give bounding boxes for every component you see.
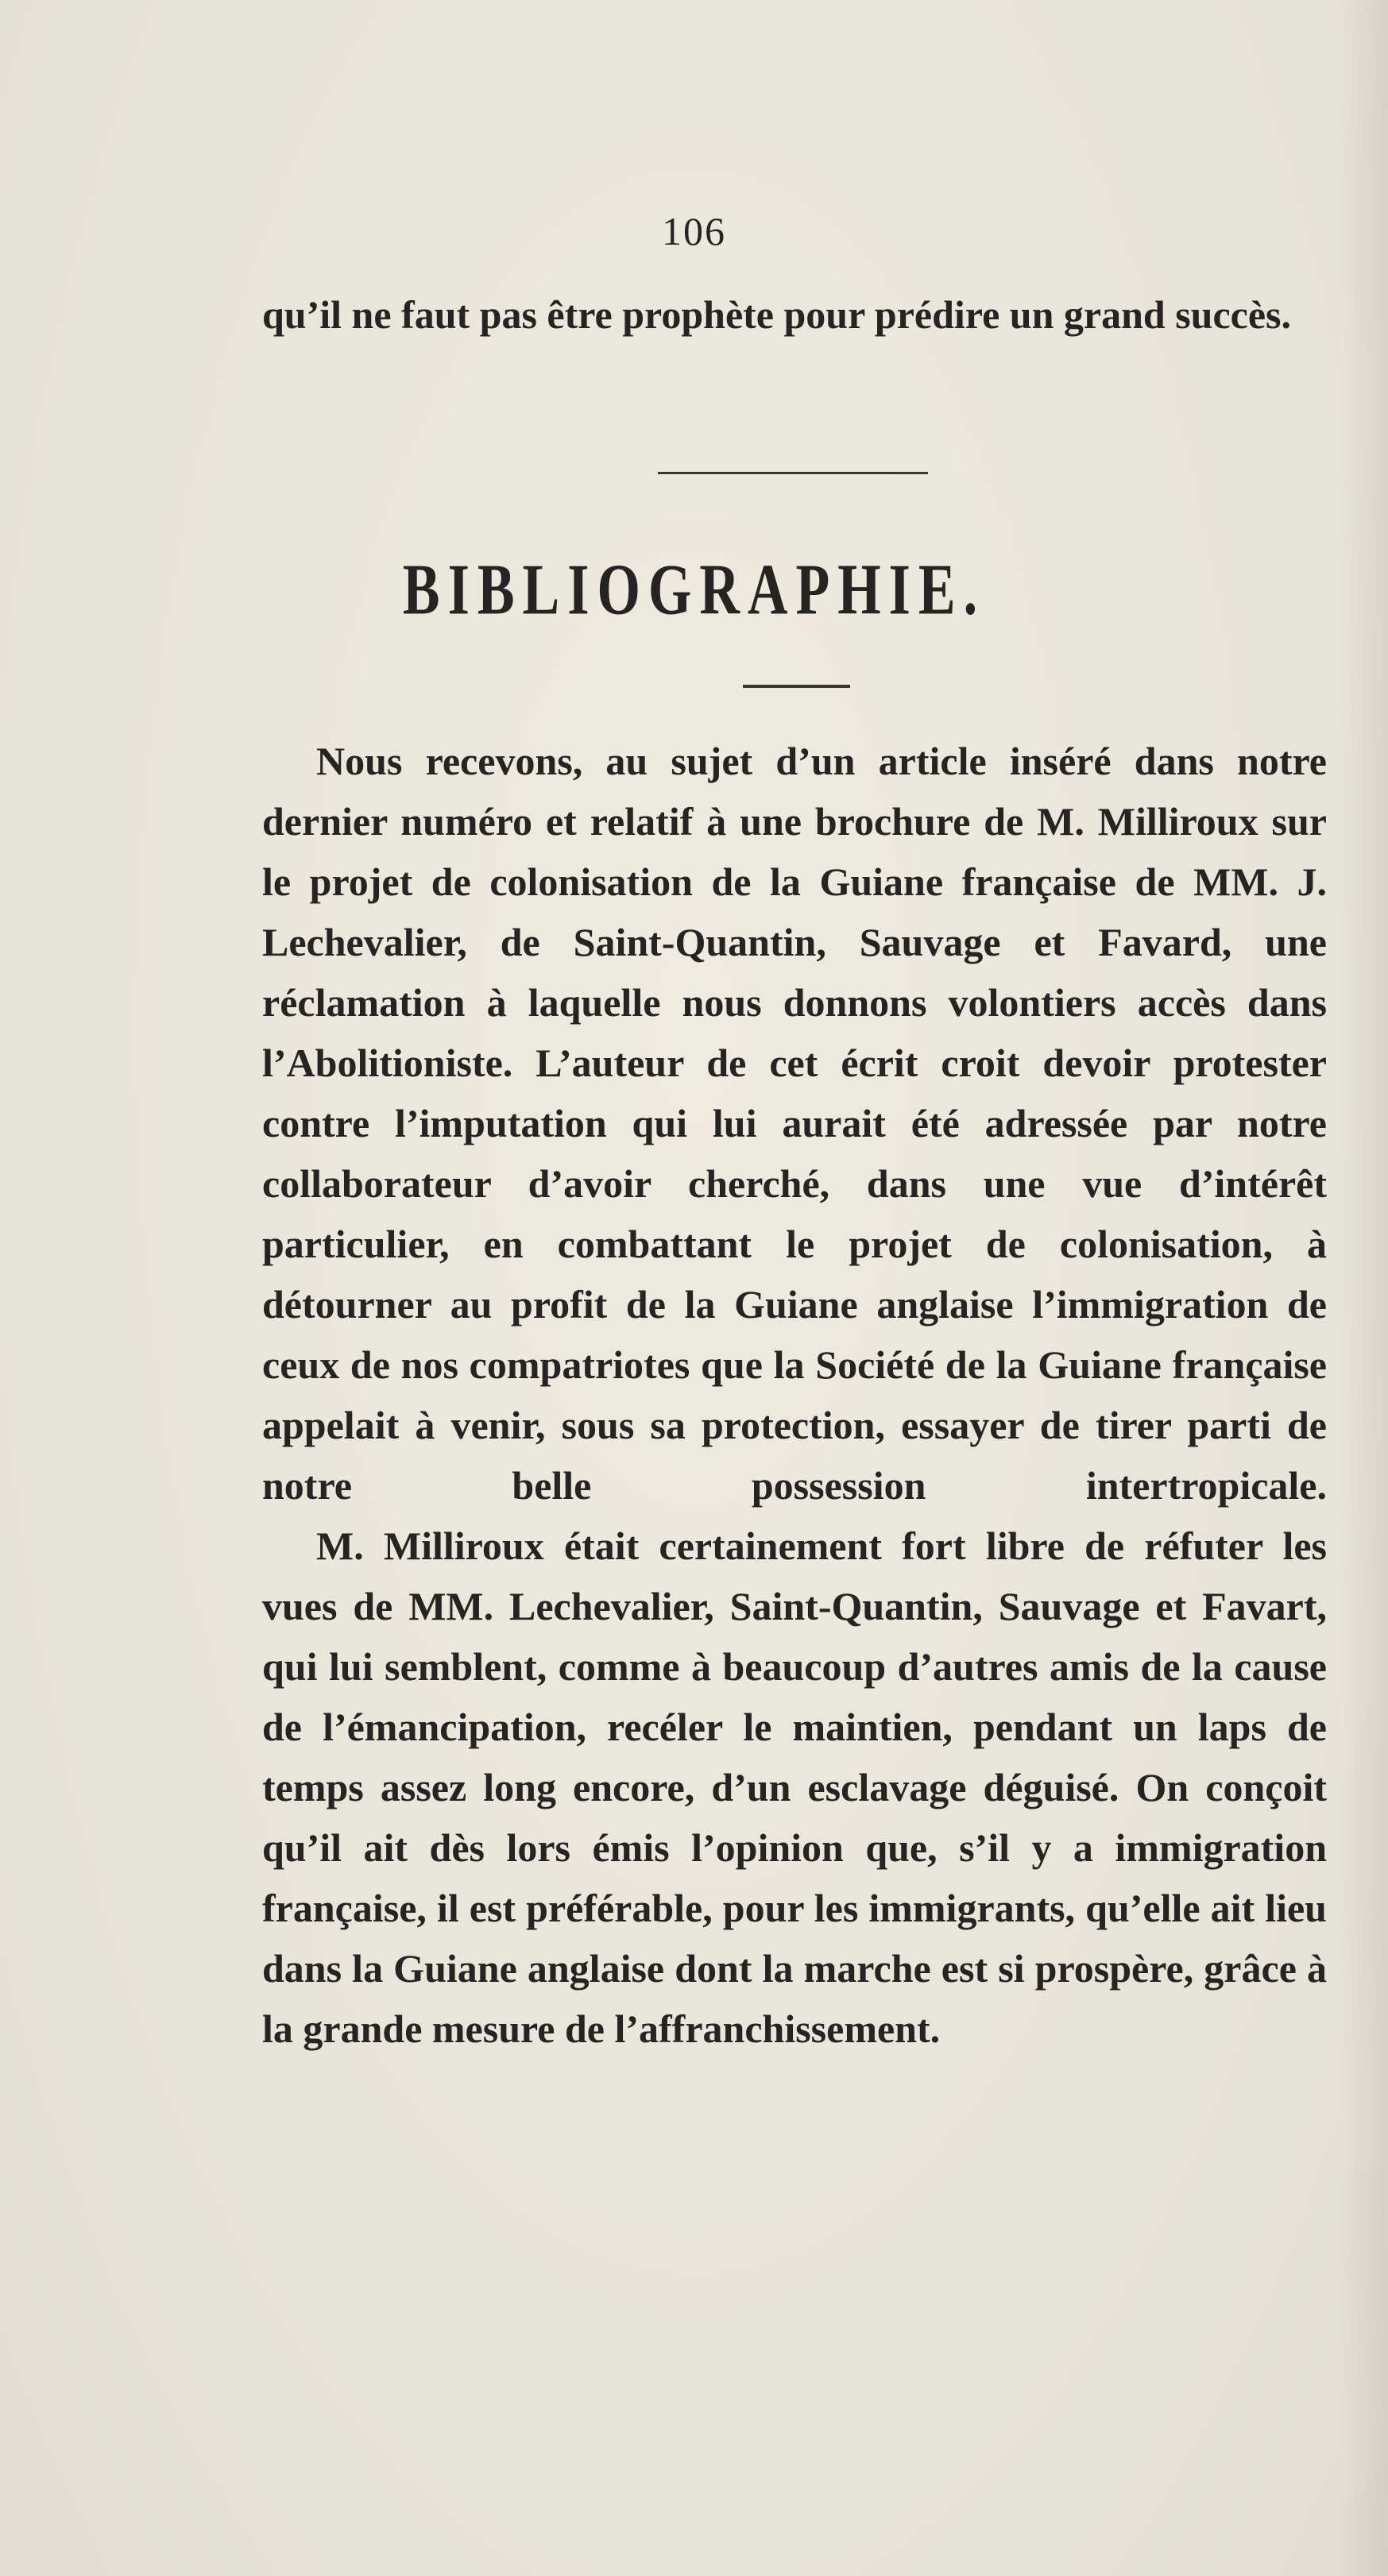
paragraph: Nous recevons, au sujet d’un article inséré dans notre dernier numéro et relatif à une brochure de M. Milliroux sur le projet de colonisation de la Guiane française de MM. J. Lechevalier, de Saint-Quantin, Sauvage et Favard, une réclamation à laquelle nous donnons volontiers accès dans l’Abolitioniste. L’auteur de cet écrit croit devoir protester contre l’imputation qui lui aurait été adressée par notre collaborateur d’avoir cherché, dans une vue d’intérêt particulier, en combattant le projet de colonisation, à détourner au profit de la Guiane anglaise l’immigration de ceux de nos compatriotes que la Société de la Guiane française appelait à venir, sous sa protection, essayer de tirer parti de notre belle possession intertropicale. [262,739,1327,1508]
page-number: 106 [662,209,726,253]
section-divider [658,472,928,474]
paragraph: M. Milliroux était certainement fort libre de réfuter les vues de MM. Lechevalier, Saint-Quantin, Sauvage et Favart, qui lui semblent, comme à beaucoup d’autres amis de la cause de l’émancipation, recéler le maintien, pendant un laps de temps assez long encore, d’un esclavage déguisé. On conçoit qu’il ait dès lors émis l’opinion que, s’il y a immigration française, il est préférable, pour les immigrants, qu’elle ait lieu dans la Guiane anglaise dont la marche est si prospère, grâce à la grande mesure de l’affranchissement. [262,1524,1327,2051]
article-body [262,731,1327,2059]
page-edge-shadow [1340,0,1388,2576]
section-heading: BIBLIOGRAPHIE. [402,550,986,631]
intro-text: qu’il ne faut pas être prophète pour prédire un grand succès. [262,292,1291,337]
heading-underline [743,685,850,688]
